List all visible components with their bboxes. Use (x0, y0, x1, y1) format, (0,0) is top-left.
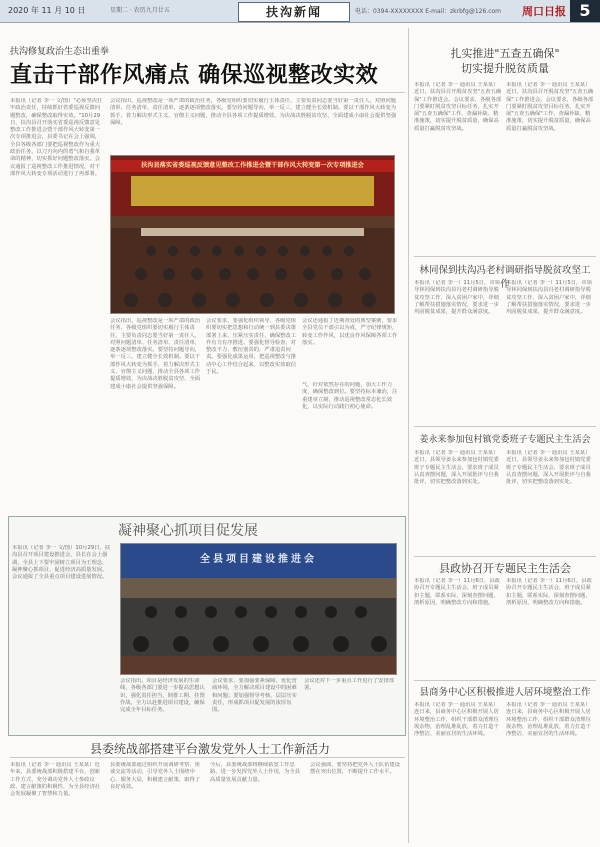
right-article-2-col-b: 本报讯（记者 李一）11月5日，市领导林同保到扶沟县冯老村调研指导脱贫攻坚工作，深入贫困户家中，详细了解帮扶措施落实情况，要求进一步巩固脱贫成果，提升群众满意度。 (506, 280, 592, 316)
right-article-4-col-b: 本报讯（记者 李一）11月6日，县政协召开专题民主生活会，班子成员紧扣主题，联系实际，深刻查摆问题，剖析原因，明确整改方向和措施。 (506, 578, 592, 606)
lead-column-5: 气，针对依然存在的问题，加大工作力度，确保整改到位。要坚持标本兼治，注重建章立制，推动巡视整改常态化长效化，以实际行动践行初心使命。 (302, 382, 398, 410)
right-article-5-col-a: 本报讯（记者 李一 通讯员 王某某）连日来，县商务中心区积极开展人居环境整治工作，组织干部群众清理垃圾杂物，治理乱堆乱放，着力打造干净整洁、美丽宜居的生活环境。 (414, 702, 499, 738)
divider (10, 92, 405, 93)
lead-kicker: 扶沟修复政治生态出重拳 (10, 47, 110, 57)
right-headline-1 (415, 46, 595, 76)
lead-column-1: 本报讯（记者 李一 文/图）"必须坚决扛牢政治责任，持续抓好省委巡视反馈问题整改，确保整改取得实效。"10月29日，扶沟县召开落实省委巡视反馈意见整改工作推进会暨干部作风大转变第一次专项推进会，县委书记在会上强调，全县各级各部门要把巡视整改作为重大政治任务，以刀刃向内的勇气和自我革命的精神，切实抓好问题整改落实。会议通报了巡视整改工作推进情况，对干部作风大转变专项活动进行了再部署。 (10, 98, 103, 177)
project-banner: 全县项目建设推进会 (200, 554, 317, 565)
feature-column-2: 会议指出，项目是经济发展的生命线，各级各部门要进一步提高思想认识，强化责任担当，倒排工期、挂图作战，全力以赴推进项目建设，确保完成全年目标任务。 (120, 678, 205, 714)
lead-column-top: 会议指出，巡视整改是一项严肃的政治任务，各级党组织要切实履行主体责任，主要负责同志要当好第一责任人，对照问题清单、任务清单、责任清单，逐条逐项整改落实。要坚持问题导向，举一反三，建立健全长效机制。要以干部作风大转变为抓手，着力解决形式主义、官僚主义问题，推动全县各项工作提质增效，为决战决胜脱贫攻坚、全面建成小康社会提供坚强保障。 (110, 98, 397, 126)
right-article-4-col-a: 本报讯（记者 李一）11月6日，县政协召开专题民主生活会，班子成员紧扣主题，联系实际，深刻查摆问题，剖析原因，明确整改方向和措施。 (414, 578, 500, 606)
feature-headline: 凝神聚心抓项目促发展 (118, 523, 258, 539)
feature-column-1: 本报讯（记者 李一 文/图）10月29日，扶沟县召开项目建设推进会，县长在会上强调，全县上下要牢固树立项目为王理念，凝神聚心抓项目，促进经济高质量发展。会议通报了全县重点项目建设进展情况。 (12, 545, 111, 581)
lead-headline: 直击干部作风痛点 确保巡视整改实效 (10, 62, 379, 88)
page-header (0, 0, 600, 23)
newspaper-logo: 周口日报 (522, 5, 566, 18)
meeting-photo (110, 155, 395, 314)
bottom-column-2: 县委统战部通过组织开展调研考察、座谈交流等活动，引导党外人士围绕中心、服务大局，积极建言献策，取得了良好成效。 (110, 762, 201, 790)
divider (414, 556, 596, 557)
meeting-banner: 扶沟县落实省委巡视反馈意见整改工作推进会暨干部作风大转变第一次专项推进会 (111, 160, 394, 172)
column-divider (408, 28, 409, 843)
meeting-photo-art (111, 156, 394, 313)
right-article-1-col-a: 本报讯（记者 李一 通讯员 王某某）近日，扶沟县召开脱贫攻坚"五查五确保"工作推进会。会议要求，各级各部门要紧盯脱贫攻坚目标任务，扎实开展"五查五确保"工作，查漏补缺、精准施策，切实提升脱贫质量，确保高质量打赢脱贫攻坚战。 (414, 82, 502, 132)
divider (10, 757, 405, 758)
feature-column-3: 会议要求，要加强要素保障，优化营商环境，全力解决项目建设中的困难和问题；要加强督导考核，层层压实责任，形成抓项目促发展的浓厚氛围。 (212, 678, 297, 714)
lead-column-2: 会议指出，巡视整改是一项严肃的政治任务，各级党组织要切实履行主体责任，主要负责同志要当好第一责任人，对照问题清单、任务清单、责任清单，逐条逐项整改落实。要坚持问题导向，举一反三，建立健全长效机制。要以干部作风大转变为抓手，着力解决形式主义、官僚主义问题，推动全县各项工作提质增效，为决战决胜脱贫攻坚、全面建成小康社会提供坚强保障。 (110, 318, 201, 390)
right-article-1-col-b: 本报讯（记者 李一 通讯员 王某某）近日，扶沟县召开脱贫攻坚"五查五确保"工作推进会。会议要求，各级各部门要紧盯脱贫攻坚目标任务，扎实开展"五查五确保"工作，查漏补缺、精准施策，切实提升脱贫质量，确保高质量打赢脱贫攻坚战。 (506, 82, 594, 132)
contact-info: 电话：0394-XXXXXXXX E-mail：zkrbfg@126.com (355, 8, 502, 15)
bottom-column-1: 本报讯（记者 李一 通讯员 王某某）近年来，县委统战部积极搭建平台，创新工作方式，充分调动党外人士参政议政、建言献策的积极性，为全县经济社会发展凝聚了智慧和力量。 (10, 762, 101, 798)
right-headline-4: 县政协召开专题民主生活会 (439, 562, 571, 575)
project-photo (120, 543, 397, 675)
right-article-5-col-b: 本报讯（记者 李一 通讯员 王某某）连日来，县商务中心区积极开展人居环境整治工作，组织干部群众清理垃圾杂物，治理乱堆乱放，着力打造干净整洁、美丽宜居的生活环境。 (506, 702, 591, 738)
section-title: 扶沟新闻 (238, 2, 350, 22)
right-article-2-col-a: 本报讯（记者 李一）11月5日，市领导林同保到扶沟县冯老村调研指导脱贫攻坚工作，深入贫困户家中，详细了解帮扶措施落实情况，要求进一步巩固脱贫成果，提升群众满意度。 (414, 280, 500, 316)
issue-date: 2020 年 11 月 10 日 (8, 6, 86, 15)
right-article-3-col-a: 本报讯（记者 李一 通讯员 王某某）近日，县领导姜永来参加包村镇党委班子专题民主生活会，要求班子成员认真查摆问题，深入开展批评与自我批评，切实把整改落到实处。 (414, 450, 499, 486)
right-headline-2: 林同保到扶沟冯老村调研指导脱贫攻坚工作 (419, 265, 591, 290)
divider (414, 680, 596, 681)
bottom-column-3: 今后，县委统战部将继续拓宽工作思路，进一步发挥党外人士作用，为全县高质量发展贡献力量。 (210, 762, 301, 783)
issue-meta: 星期二 · 农历九月廿五 (110, 7, 170, 14)
divider (414, 256, 596, 257)
right-headline-5: 县商务中心区积极推进人居环境整治工作 (419, 687, 591, 698)
right-article-3-col-b: 本报讯（记者 李一 通讯员 王某某）近日，县领导姜永来参加包村镇党委班子专题民主生活会，要求班子成员认真查摆问题，深入开展批评与自我批评，切实把整改落到实处。 (506, 450, 591, 486)
bottom-headline: 县委统战部搭建平台激发党外人士工作新活力 (89, 742, 330, 756)
lead-column-4: 会议还通报了近期查处的典型案例，要求全县党员干部引以为戒，严守纪律规矩，转变工作作风，以优良作风保障各项工作落实。 (302, 318, 398, 346)
lead-column-3: 会议要求，要强化组织领导，各级党组织要切实把思想和行动统一到县委决策部署上来，压紧压实责任，确保整改工作有力有序推进。要强化督导检查，对整改不力、敷衍塞责的，严肃追责问责。要强化成果运用，把巡视整改与推动中心工作结合起来，以整改实效取信于民。 (206, 318, 297, 376)
divider (414, 426, 596, 427)
bottom-column-4: 会议强调，要坚持把党外人士队伍建设摆在突出位置，不断提升工作水平。 (310, 762, 401, 776)
page-number: 5 (570, 0, 600, 22)
feature-column-4: 会议还对下一步重点工作进行了安排部署。 (304, 678, 395, 692)
right-headline-1-line2: 切实提升脱贫质量 (461, 62, 549, 75)
right-headline-3: 姜永来参加包村镇党委班子专题民主生活会 (419, 435, 591, 445)
right-headline-1-line1: 扎实推进"五查五确保" (450, 47, 560, 60)
